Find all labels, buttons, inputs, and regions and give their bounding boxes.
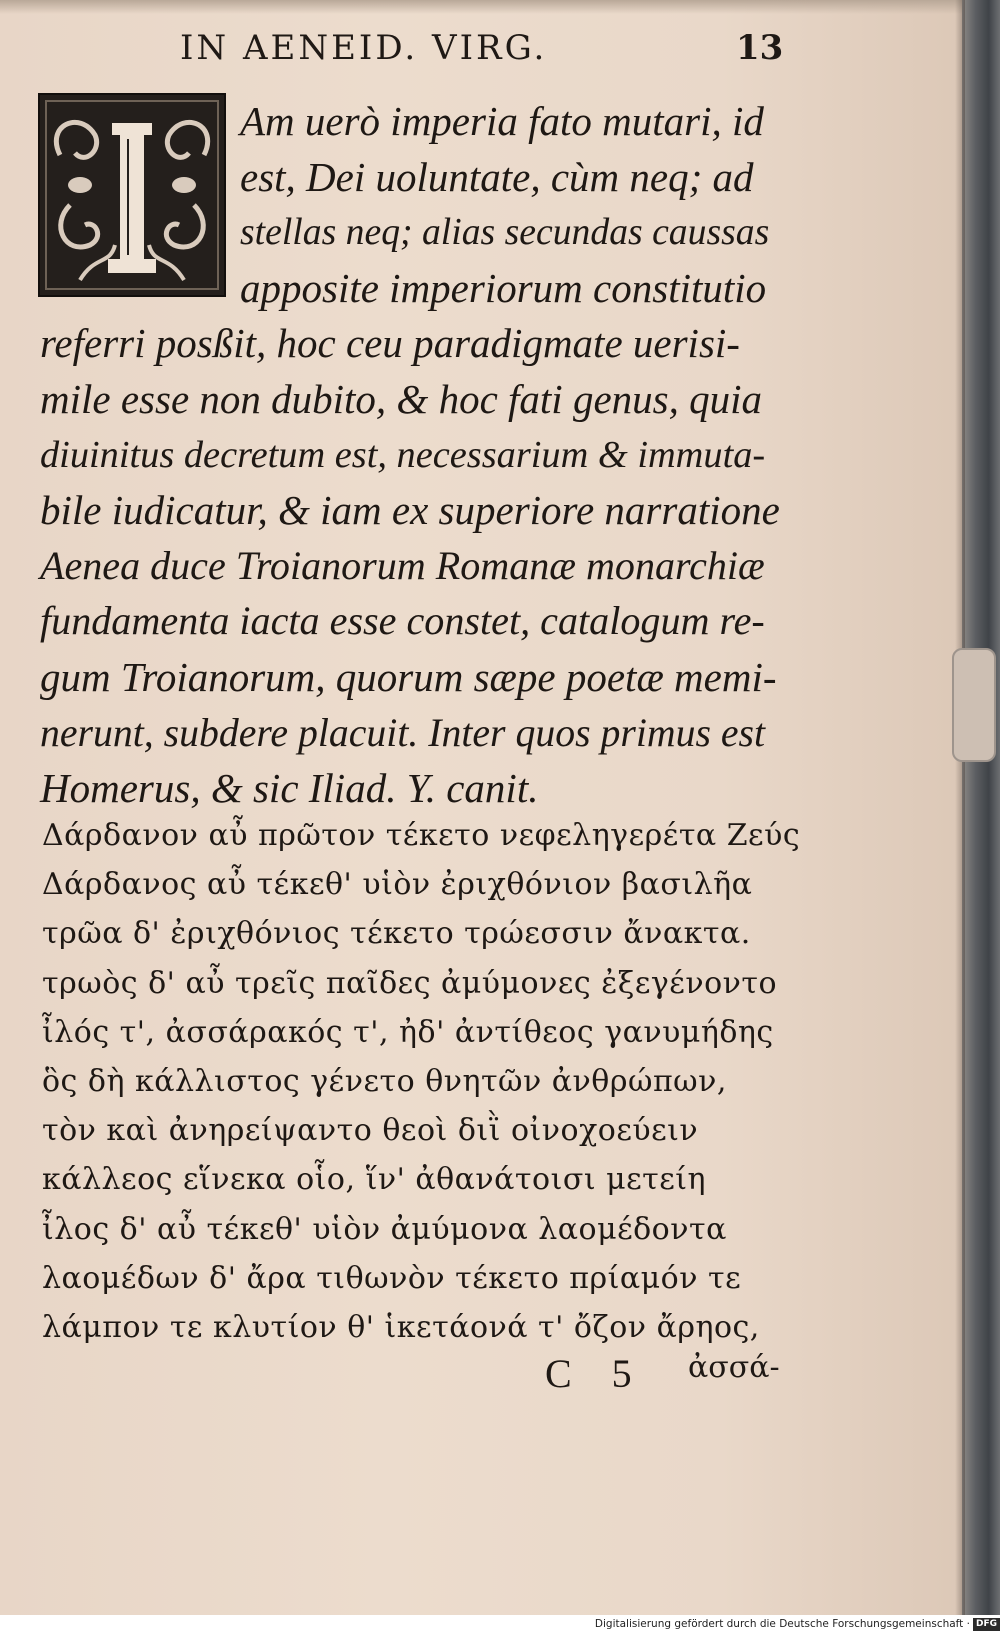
latin-line: referri posßit, hoc ceu paradigmate uerisi- — [40, 320, 740, 367]
latin-line: stellas neq; alias secundas caussas — [240, 211, 770, 254]
greek-verse-line: ἶλός τ', ἀσσάρακός τ', ἠδ' ἀντίθεος γανυμήδης — [42, 1014, 774, 1050]
latin-line: gum Troianorum, quorum sæpe poetæ memi- — [40, 654, 777, 700]
latin-line: diuinitus decretum est, necessarium & immuta- — [40, 433, 766, 476]
latin-line: Aenea duce Troianorum Romanæ monarchiæ — [40, 542, 765, 588]
latin-line: est, Dei uoluntate, cùm neq; ad — [240, 153, 754, 200]
page-edge-shadow — [955, 0, 965, 1615]
book-edge — [962, 0, 1000, 1615]
page-clasp — [952, 648, 996, 762]
initial-ornament-icon — [40, 95, 224, 295]
latin-line: Homerus, & sic Iliad. Y. canit. — [40, 765, 539, 812]
page-number: 13 — [736, 28, 784, 68]
greek-verse-line: τρῶα δ' ἐριχθόνιος τέκετο τρώεσσιν ἄνακτα. — [42, 916, 751, 952]
running-head: IN AENEID. VIRG. — [180, 28, 548, 68]
catchword: ἀσσά- — [688, 1350, 780, 1385]
page-top-shadow — [0, 0, 962, 14]
latin-line: Am uerò imperia fato mutari, id — [240, 98, 764, 144]
greek-verse-line: λάμπον τε κλυτίον θ' ἱκετάονά τ' ὄζον ἄρηος, — [42, 1310, 760, 1345]
latin-line: apposite imperiorum constitutio — [240, 264, 767, 311]
greek-verse-line: Δάρδανος αὖ τέκεθ' υἱὸν ἐριχθόνιον βασιλῆα — [42, 867, 753, 903]
greek-verse-line: ὃς δὴ κάλλιστος γένετο θνητῶν ἀνθρώπων, — [42, 1064, 727, 1099]
greek-verse-line: Δάρδανον αὖ πρῶτον τέκετο νεφεληγερέτα Ζεύς — [42, 818, 801, 853]
greek-verse-line: λαομέδων δ' ἄρα τιθωνὸν τέκετο πρίαμόν τε — [42, 1260, 742, 1296]
greek-verse-line: τρωὸς δ' αὖ τρεῖς παῖδες ἀμύμονες ἐξεγένοντο — [42, 965, 778, 1001]
latin-line: fundamenta iacta esse constet, catalogum re- — [40, 598, 765, 644]
greek-verse-line: ἶλος δ' αὖ τέκεθ' υἱὸν ἀμύμονα λαομέδοντα — [42, 1211, 727, 1247]
greek-verse-line: τὸν καὶ ἀνηρείψαντο θεοὶ διῒ οἰνοχοεύειν — [42, 1113, 699, 1149]
decorated-initial — [38, 93, 226, 297]
credit-text: Digitalisierung gefördert durch die Deutsche Forschungsgemeinschaft · — [594, 1618, 970, 1630]
latin-line: mile esse non dubito, & hoc fati genus, quia — [40, 376, 762, 422]
signature-mark: C 5 — [545, 1351, 632, 1396]
digitization-credit — [555, 1615, 1000, 1633]
latin-line: nerunt, subdere placuit. Inter quos primus est — [40, 710, 766, 755]
greek-verse-line: κάλλεος εἵνεκα οἷο, ἵν' ἀθανάτοισι μετείη — [42, 1162, 707, 1198]
latin-line: bile iudicatur, & iam ex superiore narratione — [40, 487, 780, 534]
dfg-logo: DFG — [973, 1618, 1000, 1631]
